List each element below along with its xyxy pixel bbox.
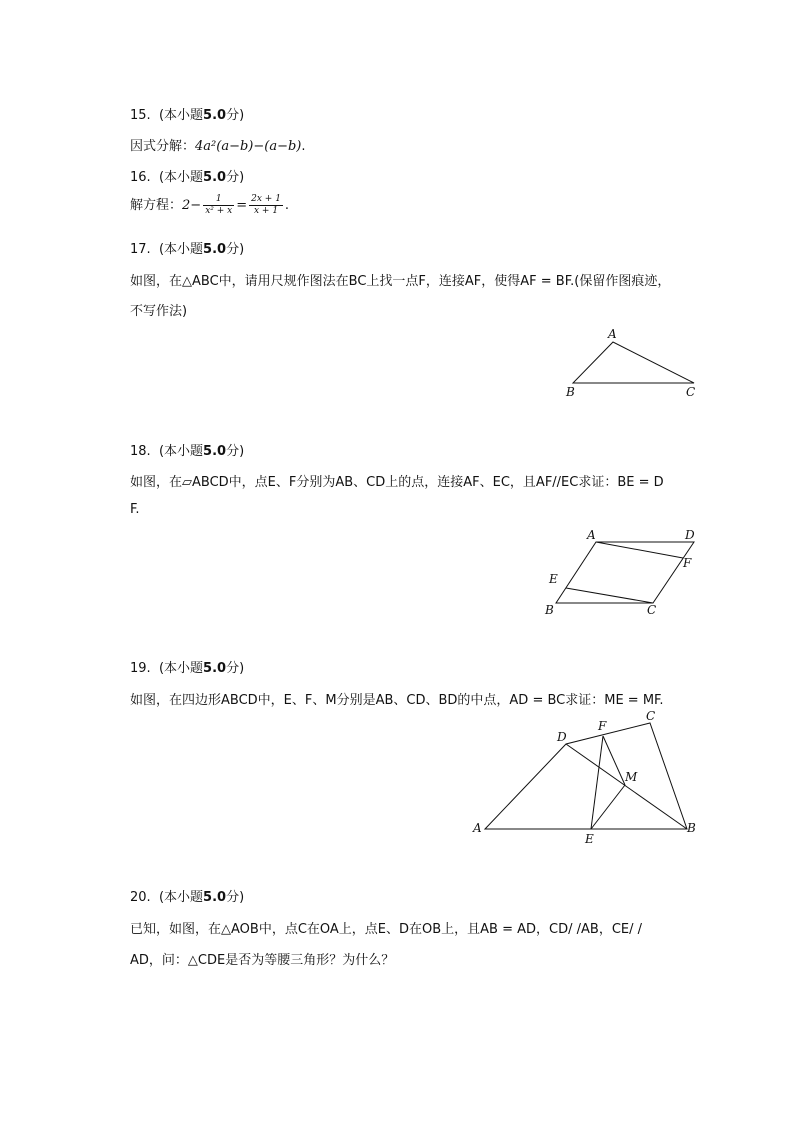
header-pre: (本小题 bbox=[158, 108, 204, 123]
problem-20-header bbox=[130, 886, 244, 905]
fraction-numerator: 2x + 1 bbox=[251, 194, 281, 204]
label-a: A bbox=[473, 821, 482, 835]
header-pre: (本小题 bbox=[158, 170, 204, 185]
points: 5.0 bbox=[203, 108, 227, 123]
problem-20-line-2: AD，问：△CDE是否为等腰三角形？为什么？ bbox=[130, 953, 395, 968]
points: 5.0 bbox=[203, 444, 227, 459]
label-f: F bbox=[598, 719, 607, 733]
body-text: 解方程： bbox=[130, 198, 183, 213]
figure-18-parallelogram bbox=[556, 542, 694, 603]
equals-sign: = bbox=[236, 198, 248, 213]
header-pre: (本小题 bbox=[158, 444, 204, 459]
label-f: F bbox=[683, 556, 692, 570]
problem-17-line-2: 不写作法) bbox=[130, 304, 188, 319]
problem-18-header bbox=[130, 440, 244, 459]
figure-17-triangle bbox=[573, 342, 694, 383]
header-post: 分) bbox=[226, 444, 245, 459]
label-b: B bbox=[566, 385, 575, 399]
header-post: 分) bbox=[226, 242, 245, 257]
label-d: D bbox=[685, 528, 695, 542]
problem-20-line-1: 已知，如图，在△AOB中，点C在OA上，点E、D在OB上，且AB = AD，CD/ /AB，CE/ / bbox=[130, 922, 643, 937]
segment-af bbox=[596, 542, 683, 558]
problem-19-header bbox=[130, 657, 244, 676]
parallelogram-abcd bbox=[556, 542, 694, 603]
fraction-numerator: 1 bbox=[203, 194, 234, 206]
label-c: C bbox=[647, 603, 657, 617]
quadrilateral-abcd bbox=[485, 723, 687, 829]
problem-17-line-1: 如图，在△ABC中，请用尺规作图法在BC上找一点F，连接AF，使得AF = BF.(保留作图痕迹， bbox=[130, 274, 671, 289]
math-expression: 4a²(a−b)−(a−b) bbox=[195, 139, 302, 154]
points: 5.0 bbox=[203, 242, 227, 257]
header-post: 分) bbox=[226, 890, 245, 905]
period: . bbox=[284, 198, 290, 213]
problem-number: 19. bbox=[130, 661, 151, 676]
segment-ec bbox=[566, 588, 653, 603]
header-pre: (本小题 bbox=[158, 661, 204, 676]
points: 5.0 bbox=[203, 170, 227, 185]
header-pre: (本小题 bbox=[158, 242, 204, 257]
problem-number: 18. bbox=[130, 444, 151, 459]
fraction-denominator: x + 1 bbox=[253, 206, 279, 216]
problem-18-line-2: F. bbox=[130, 502, 140, 517]
label-a: A bbox=[608, 327, 617, 341]
equation-lhs: 2− bbox=[182, 198, 202, 213]
header-post: 分) bbox=[226, 170, 245, 185]
problem-number: 15. bbox=[130, 108, 151, 123]
label-b: B bbox=[687, 821, 696, 835]
header-post: 分) bbox=[226, 661, 245, 676]
fraction-denominator: x² + x bbox=[205, 206, 233, 216]
points: 5.0 bbox=[203, 890, 227, 905]
label-m: M bbox=[625, 770, 638, 784]
figure-19-quadrilateral bbox=[485, 723, 687, 829]
header-pre: (本小题 bbox=[158, 890, 204, 905]
label-a: A bbox=[587, 528, 596, 542]
label-c: C bbox=[686, 385, 696, 399]
body-text: 因式分解： bbox=[130, 139, 196, 154]
label-e: E bbox=[549, 572, 558, 586]
problem-18-line-1: 如图，在▱ABCD中，点E、F分别为AB、CD上的点，连接AF、EC，且AF//EC求证：BE = D bbox=[130, 475, 664, 490]
problem-number: 20. bbox=[130, 890, 151, 905]
header-post: 分) bbox=[226, 108, 245, 123]
problem-number: 17. bbox=[130, 242, 151, 257]
label-c: C bbox=[646, 709, 656, 723]
triangle-abc bbox=[573, 342, 694, 383]
label-b: B bbox=[545, 603, 554, 617]
segment-bd bbox=[566, 744, 687, 829]
problem-number: 16. bbox=[130, 170, 151, 185]
problem-19-line-1: 如图，在四边形ABCD中，E、F、M分别是AB、CD、BD的中点，AD = BC求证：ME = MF. bbox=[130, 693, 664, 708]
label-e: E bbox=[585, 832, 594, 846]
points: 5.0 bbox=[203, 661, 227, 676]
label-d: D bbox=[557, 730, 567, 744]
period: . bbox=[301, 139, 306, 154]
